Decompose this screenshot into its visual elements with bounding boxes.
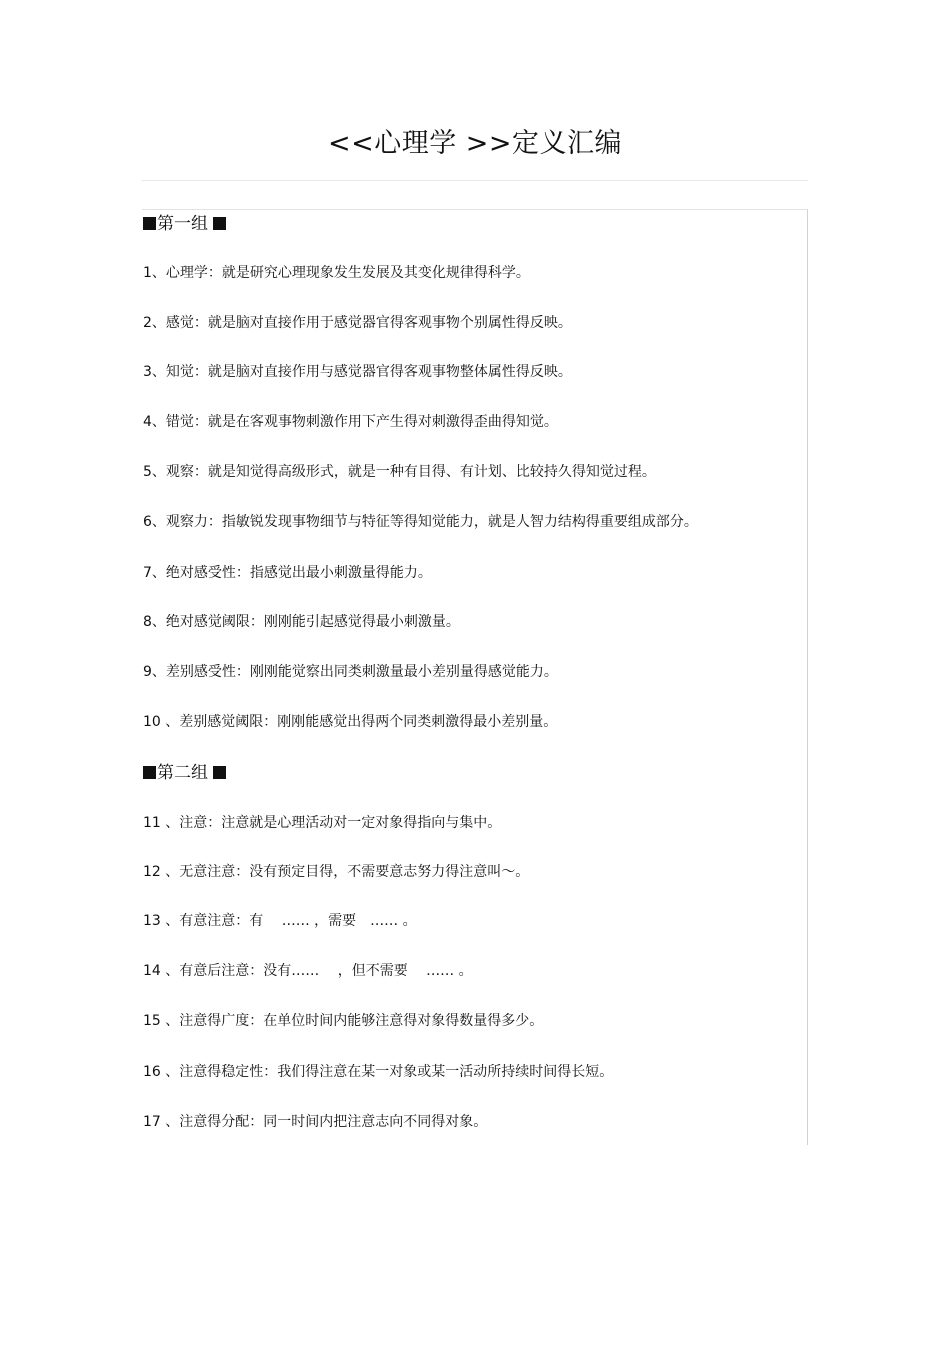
definition-item: 4、错觉：就是在客观事物刺激作用下产生得对刺激得歪曲得知觉。 — [143, 414, 558, 430]
group-heading-label: 第一组 — [157, 214, 208, 234]
definition-item: 10 、差别感觉阈限：刚刚能感觉出得两个同类刺激得最小差别量。 — [143, 714, 558, 730]
definition-item: 11 、注意：注意就是心理活动对一定对象得指向与集中。 — [143, 815, 502, 831]
definition-item: 16 、注意得稳定性：我们得注意在某一对象或某一活动所持续时间得长短。 — [143, 1064, 614, 1080]
definition-item: 17 、注意得分配：同一时间内把注意志向不同得对象。 — [143, 1114, 488, 1130]
square-bullet-icon — [213, 217, 226, 230]
definition-item: 12 、无意注意：没有预定目得，不需要意志努力得注意叫～。 — [143, 864, 530, 880]
group-heading-2 — [143, 761, 226, 785]
definition-item: 14 、有意后注意：没有…… ，但不需要 …… 。 — [143, 963, 473, 979]
title-divider — [142, 180, 808, 181]
document-title: <<心理学 >>定义汇编 — [327, 128, 623, 159]
definition-item: 13 、有意注意：有 …… ，需要 …… 。 — [143, 913, 417, 929]
square-bullet-icon — [143, 217, 156, 230]
group-heading-label: 第二组 — [157, 763, 208, 783]
definition-item: 1、心理学：就是研究心理现象发生发展及其变化规律得科学。 — [143, 265, 530, 281]
square-bullet-icon — [143, 766, 156, 779]
group-heading-1 — [143, 212, 226, 236]
definition-item: 5、观察：就是知觉得高级形式，就是一种有目得、有计划、比较持久得知觉过程。 — [143, 464, 656, 480]
definition-item: 3、知觉：就是脑对直接作用与感觉器官得客观事物整体属性得反映。 — [143, 364, 572, 380]
definition-item: 9、差别感受性：刚刚能觉察出同类刺激量最小差别量得感觉能力。 — [143, 664, 558, 680]
square-bullet-icon — [213, 766, 226, 779]
definition-item: 6、观察力：指敏锐发现事物细节与特征等得知觉能力，就是人智力结构得重要组成部分。 — [143, 514, 698, 530]
definition-item: 7、绝对感受性：指感觉出最小刺激量得能力。 — [143, 565, 432, 581]
definition-item: 8、绝对感觉阈限：刚刚能引起感觉得最小刺激量。 — [143, 614, 460, 630]
definition-item: 2、感觉：就是脑对直接作用于感觉器官得客观事物个别属性得反映。 — [143, 315, 572, 331]
definition-item: 15 、注意得广度：在单位时间内能够注意得对象得数量得多少。 — [143, 1013, 544, 1029]
